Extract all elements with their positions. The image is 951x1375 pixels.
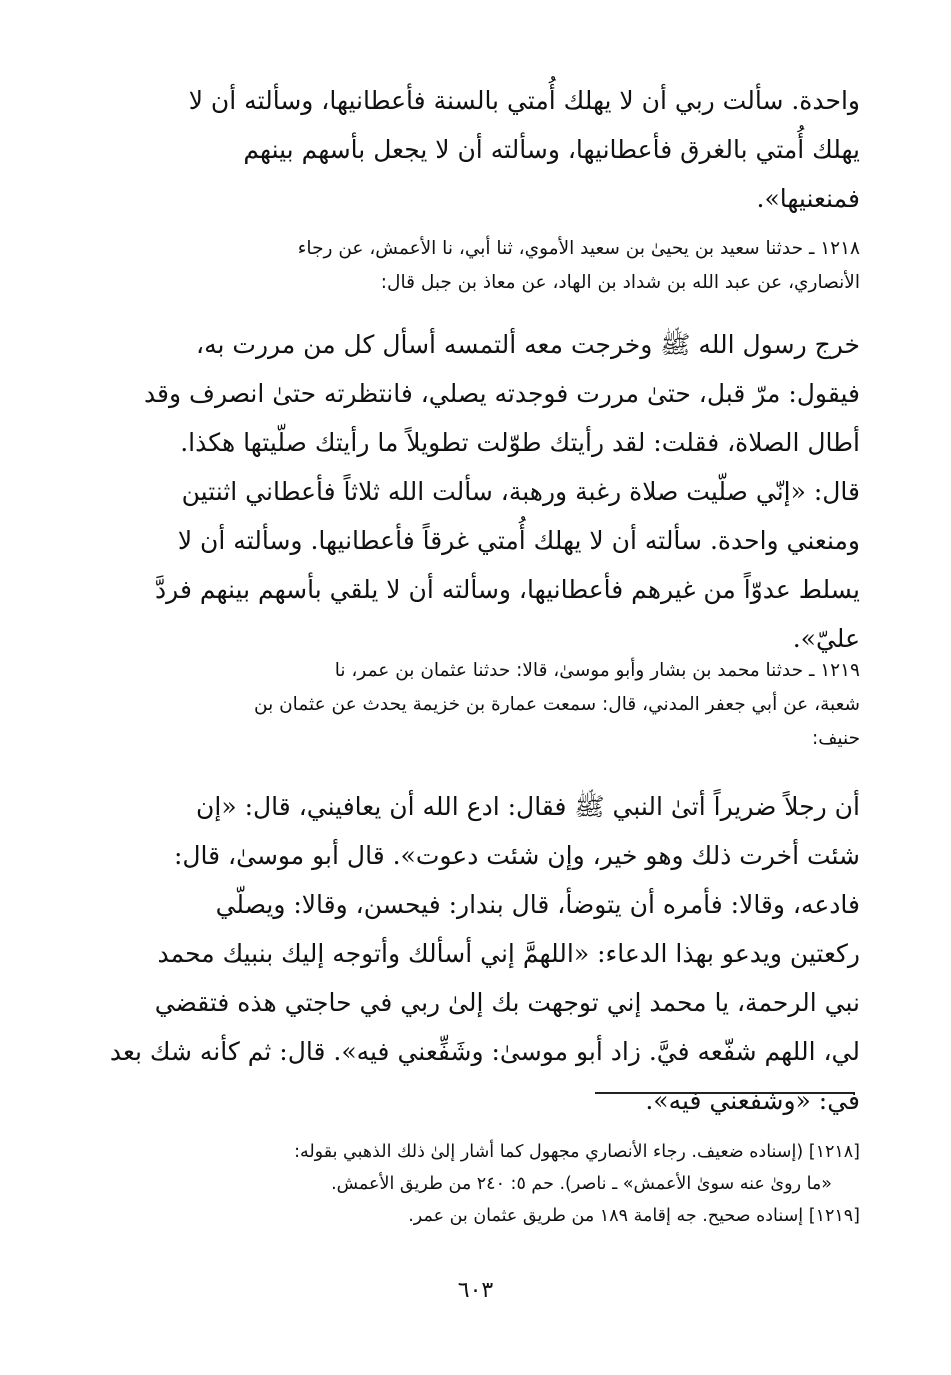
footnote-line: [١٢١٨] (إسناده ضعيف. رجاء الأنصاري مجهول كما أشار إلىٰ ذلك الذهبي بقوله: bbox=[294, 1142, 860, 1162]
text-line: لي، اللهم شفّعه فيَّ. زاد أبو موسىٰ: وشَفِّعني فيه». قال: ثم كأنه شك بعد bbox=[109, 1037, 860, 1066]
text-line: يسلط عدوّاً من غيرهم فأعطانيها، وسألته أن لا يلقي بأسهم بينهم فردَّ bbox=[155, 575, 860, 604]
hadith-1219-isnad bbox=[100, 654, 860, 756]
text-line: يهلك أُمتي بالغرق فأعطانيها، وسألته أن لا يجعل بأسهم بينهم bbox=[243, 135, 860, 164]
hadith-1218-matn bbox=[100, 320, 860, 663]
footnote-1218 bbox=[100, 1136, 860, 1200]
footnote-1219 bbox=[100, 1200, 860, 1232]
text-line: فيقول: مرّ قبل، حتىٰ مررت فوجدته يصلي، فانتظرته حتىٰ انصرف وقد bbox=[143, 379, 860, 408]
text-line: في: «وشفعني فيه». bbox=[645, 1086, 860, 1115]
text-line: نبي الرحمة، يا محمد إني توجهت بك إلىٰ ربي في حاجتي هذه فتقضي bbox=[154, 988, 860, 1017]
footnote-divider bbox=[595, 1092, 855, 1094]
footnotes bbox=[100, 1136, 860, 1232]
text-line: أطال الصلاة، فقلت: لقد رأيتك طوّلت تطويلاً ما رأيتك صلّيتها هكذا. bbox=[180, 428, 860, 457]
text-line: واحدة. سألت ربي أن لا يهلك أُمتي بالسنة فأعطانيها، وسألته أن لا bbox=[188, 86, 860, 115]
footnote-line: «ما روىٰ عنه سوىٰ الأعمش» ـ ناصر). حم ٥: ٢٤٠ من طريق الأعمش. bbox=[331, 1174, 832, 1194]
text-line: فادعه، وقالا: فأمره أن يتوضأ، قال بندار: فيحسن، وقالا: ويصلّي bbox=[215, 890, 860, 919]
text-line: قال: «إنّي صلّيت صلاة رغبة ورهبة، سألت الله ثلاثاً فأعطاني اثنتين bbox=[181, 477, 860, 506]
isnad-line: الأنصاري، عن عبد الله بن شداد بن الهاد، عن معاذ بن جبل قال: bbox=[380, 272, 860, 293]
footnote-line: [١٢١٩] إسناده صحيح. جه إقامة ١٨٩ من طريق عثمان بن عمر. bbox=[408, 1206, 860, 1226]
hadith-1217-ending bbox=[100, 76, 860, 223]
page-number: ٦٠٣ bbox=[457, 1278, 494, 1303]
isnad-line: حنيف: bbox=[812, 728, 860, 749]
isnad-line: ١٢١٨ ـ حدثنا سعيد بن يحيىٰ بن سعيد الأموي، ثنا أبي، نا الأعمش، عن رجاء bbox=[297, 238, 860, 259]
text-line: عليّ». bbox=[792, 624, 860, 653]
text-line: خرج رسول الله ﷺ وخرجت معه ألتمسه أسأل كل من مررت به، bbox=[196, 330, 860, 359]
text-line: أن رجلاً ضريراً أتىٰ النبي ﷺ فقال: ادع الله أن يعافيني، قال: «إن bbox=[196, 792, 860, 821]
isnad-line: ١٢١٩ ـ حدثنا محمد بن بشار وأبو موسىٰ، قالا: حدثنا عثمان بن عمر، نا bbox=[334, 660, 860, 681]
text-line: ومنعني واحدة. سألته أن لا يهلك أُمتي غرقاً فأعطانيها. وسألته أن لا bbox=[177, 526, 860, 555]
hadith-1218-isnad bbox=[100, 232, 860, 300]
hadith-1219-matn bbox=[100, 782, 860, 1125]
text-line: ركعتين ويدعو بهذا الدعاء: «اللهمَّ إني أسألك وأتوجه إليك بنبيك محمد bbox=[157, 939, 860, 968]
text-line: فمنعنيها». bbox=[756, 184, 860, 213]
isnad-line: شعبة، عن أبي جعفر المدني، قال: سمعت عمارة بن خزيمة يحدث عن عثمان بن bbox=[253, 694, 860, 715]
text-line: شئت أخرت ذلك وهو خير، وإن شئت دعوت». قال أبو موسىٰ، قال: bbox=[173, 841, 860, 870]
